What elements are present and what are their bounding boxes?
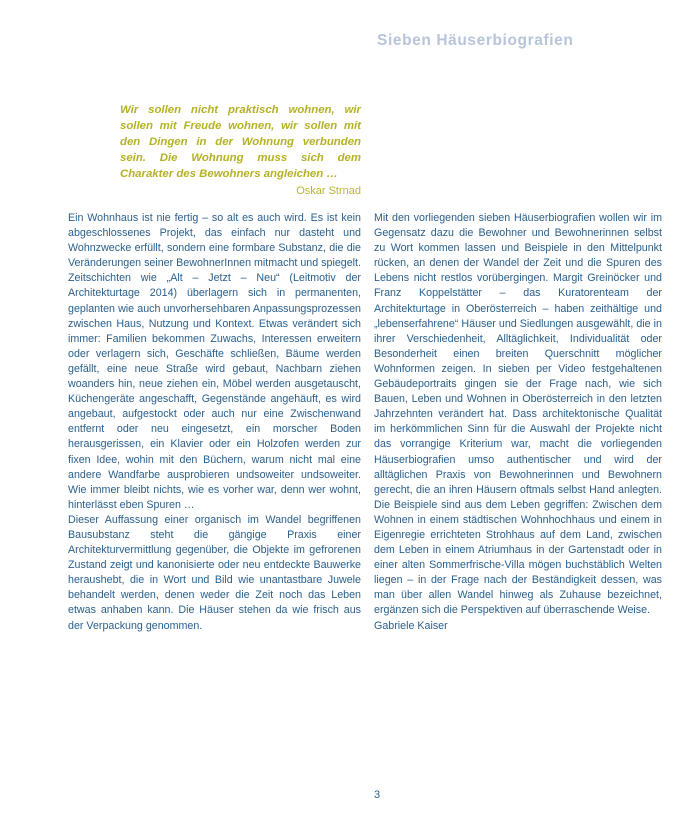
page-number: 3 — [373, 789, 381, 801]
body-paragraph-1: Ein Wohnhaus ist nie fertig – so alt es auch wird. Es ist kein abgeschlossenes Projekt, das einfach nur dasteht und Wohnzwecke erfüllt, sondern eine formbare Substanz, die die Veränderungen seiner BewohnerInnen mitmacht und spiegelt. Zeitschichten wie „Alt – Jetzt – Neu“ (Leitmotiv der Architekturtage 2014) überlagern sich in permanenten, geplanten wie auch unvorhersehbaren Anpassungsprozessen zwischen Haus, Nutzung und Kontext. Etwas verändert sich immer: Familien bekommen Zuwachs, Interessen erweitern oder verlagern sich, Geschäfte schließen, Bäume werden gefällt, eine neue Straße wird gebaut, Nachbarn ziehen woanders hin, neue ziehen ein, Möbel werden ausgetauscht, Küchengeräte angeschafft, Gegenstände angehäuft, es wird angebaut, aufgestockt oder auch nur eine Zwischenwand entfernt oder neu eingesetzt, ein morscher Boden herausgerissen, ein Klavier oder ein Holzofen werden zur fixen Idee, wohin mit den Büchern, warum nicht mal eine andere Wandfarbe ausprobieren undsoweiter undsoweiter. Wie immer bleibt nichts, wie es vorher war, denn wer wohnt, hinterlässt eben Spuren … — [68, 212, 361, 511]
right-text-column — [374, 211, 662, 634]
pull-quote-block — [120, 103, 361, 197]
quote-attribution: Oskar Strnad — [296, 184, 361, 197]
body-paragraph-2: Dieser Auffassung einer organisch im Wandel begriffenen Bausubstanz steht die gängige Praxis einer Architekturvermittlung gegenüber, die Objekte im gefrorenen Zustand zeigt und kanonisierte oder neu entdeckte Bauwerke heraushebt, die in Wort und Bild wie unantastbare Juwele behandelt werden, denen weder die Zeit noch das Leben etwas anhaben kann. Die Häuser stehen da wie frisch aus der Verpackung genommen. — [68, 513, 361, 632]
pull-quote-text: Wir sollen nicht praktisch wohnen, wir sollen mit Freude wohnen, wir sollen mit den Dingen in der Wohnung verbunden sein. Die Wohnung muss sich dem Charakter des Bewohners angleichen … — [120, 104, 361, 180]
page-title: Sieben Häuserbiografien — [377, 32, 574, 49]
author-signature: Gabriele Kaiser — [374, 619, 448, 632]
left-text-column — [68, 211, 361, 634]
body-paragraph-3: Mit den vorliegenden sieben Häuserbiografien wollen wir im Gegensatz dazu die Bewohner und Bewohnerinnen selbst zu Wort kommen lassen und Beispiele in den Mittelpunkt rücken, an denen der Wandel der Zeit und die Spuren des Lebens nicht restlos vorübergingen. Margit Greinöcker und Franz Koppelstätter – das Kuratorenteam der Architekturtage in Oberösterreich – haben zeithältige und „lebenserfahrene“ Häuser und Siedlungen ausgewählt, die in ihrer Verschiedenheit, Alltäglichkeit, Individualität oder Besonderheit einen breiten Querschnitt möglicher Wohnformen zeigen. In sieben per Video festgehaltenen Gebäudeportraits gingen sie der Frage nach, wie sich Bauen, Leben und Wohnen in Oberösterreich in den letzten Jahrzehnten verändert hat. Dass architektonische Qualität im herkömmlichen Sinn für die Auswahl der Projekte nicht das vorrangige Kriterium war, macht die vorliegenden Häuserbiografien umso authentischer und wird der alltäglichen Praxis von Bewohnerinnen und Bewohnern gerecht, die an ihren Häusern oftmals selbst Hand anlegten. Die Beispiele sind aus dem Leben gegriffen: Zwischen dem Wohnen in einem städtischen Wohnhochhaus und einem in Eigenregie errichteten Strohhaus auf dem Land, zwischen dem Leben in einem Atriumhaus in der Gartenstadt oder in einer alten Sommerfrische-Villa mögen buchstäblich Welten liegen – in der Frage nach der Beständigkeit dessen, was man über allen Wandel hinweg als Zuhause bezeichnet, ergänzen sich die Perspektiven auf überraschende Weise. — [374, 212, 662, 617]
